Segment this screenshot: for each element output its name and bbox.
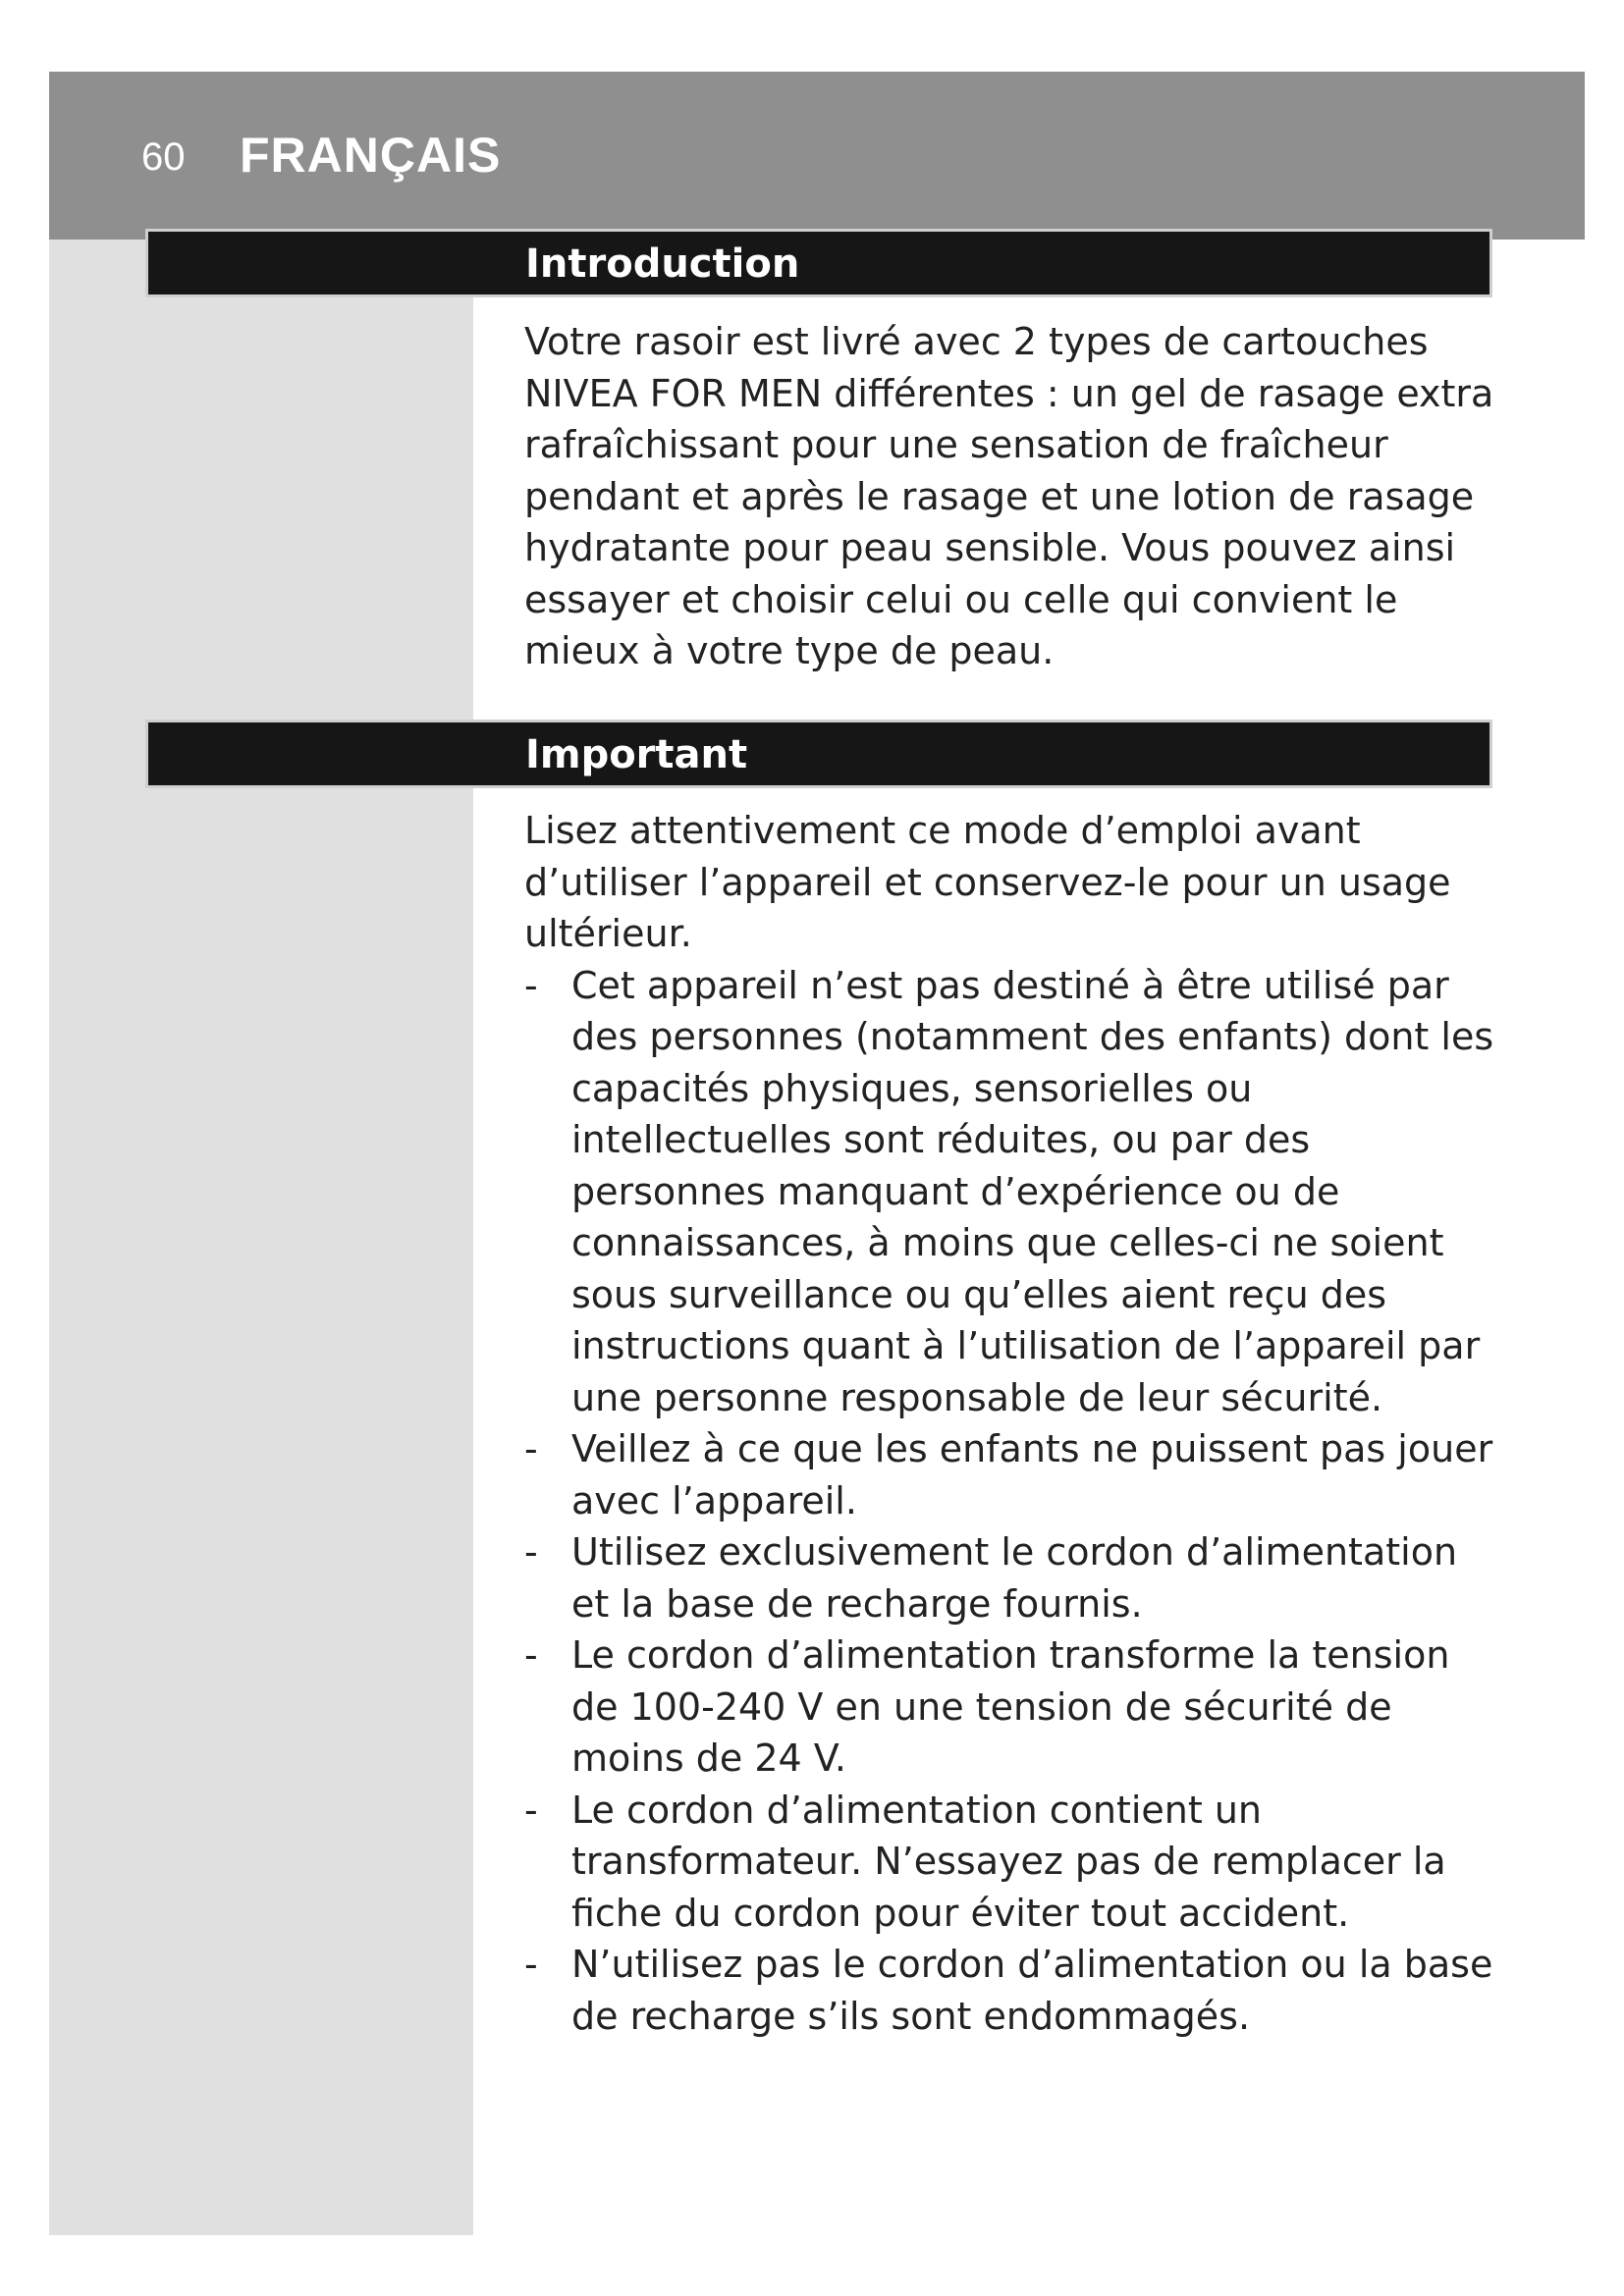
list-item-text: Veillez à ce que les enfants ne puissent pas jouer avec l’appareil.: [571, 1427, 1493, 1522]
bullet-dash: -: [524, 1530, 538, 1574]
list-item: [524, 960, 1496, 1424]
list-item: [524, 1526, 1496, 1629]
important-intro-paragraph: Lisez attentivement ce mode d’emploi avant d’utiliser l’appareil et conservez-le pour un usage ultérieur.: [524, 809, 1451, 955]
list-item: [524, 1939, 1496, 2042]
introduction-body: [524, 316, 1496, 677]
list-item-text: Le cordon d’alimentation contient un transformateur. N’essayez pas de remplacer la fiche du cordon pour éviter tout accident.: [571, 1788, 1446, 1935]
page-language-title: FRANÇAIS: [240, 128, 502, 183]
section-title-introduction: Introduction: [525, 241, 800, 287]
bullet-dash: -: [524, 963, 538, 1007]
important-body: [524, 805, 1496, 2042]
bullet-dash: -: [524, 1943, 538, 1986]
list-item: [524, 1785, 1496, 1940]
list-item-text: Utilisez exclusivement le cordon d’alimentation et la base de recharge fournis.: [571, 1530, 1458, 1626]
section-bar-introduction: [145, 229, 1492, 297]
bullet-dash: -: [524, 1427, 538, 1470]
section-title-important: Important: [525, 732, 748, 777]
important-bullet-list: [524, 960, 1496, 2043]
list-item: [524, 1629, 1496, 1785]
page-number: 60: [141, 135, 186, 179]
list-item: [524, 1423, 1496, 1526]
introduction-paragraph: Votre rasoir est livré avec 2 types de cartouches NIVEA FOR MEN différentes : un gel de rasage extra rafraîchissant pour une sensation de fraîcheur pendant et après le rasage et une lotion de rasage hydratante pour peau sensible. Vous pouvez ainsi essayer et choisir celui ou celle qui convient le mieux à votre type de peau.: [524, 320, 1494, 672]
list-item-text: Cet appareil n’est pas destiné à être utilisé par des personnes (notamment des enfants) dont les capacités physiques, sensorielles ou intellectuelles sont réduites, ou par des personnes manquant d’expérience ou de connaissances, à moins que celles-ci ne soient sous surveillance ou qu’elles aient reçu des instructions quant à l’utilisation de l’appareil par une personne responsable de leur sécurité.: [571, 963, 1494, 1419]
sidebar-band: [49, 240, 473, 2235]
bullet-dash: -: [524, 1633, 538, 1677]
list-item-text: Le cordon d’alimentation transforme la tension de 100-240 V en une tension de sécurité de moins de 24 V.: [571, 1633, 1450, 1780]
section-bar-important: [145, 720, 1492, 788]
bullet-dash: -: [524, 1788, 538, 1832]
list-item-text: N’utilisez pas le cordon d’alimentation ou la base de recharge s’ils sont endommagés.: [571, 1943, 1493, 2038]
